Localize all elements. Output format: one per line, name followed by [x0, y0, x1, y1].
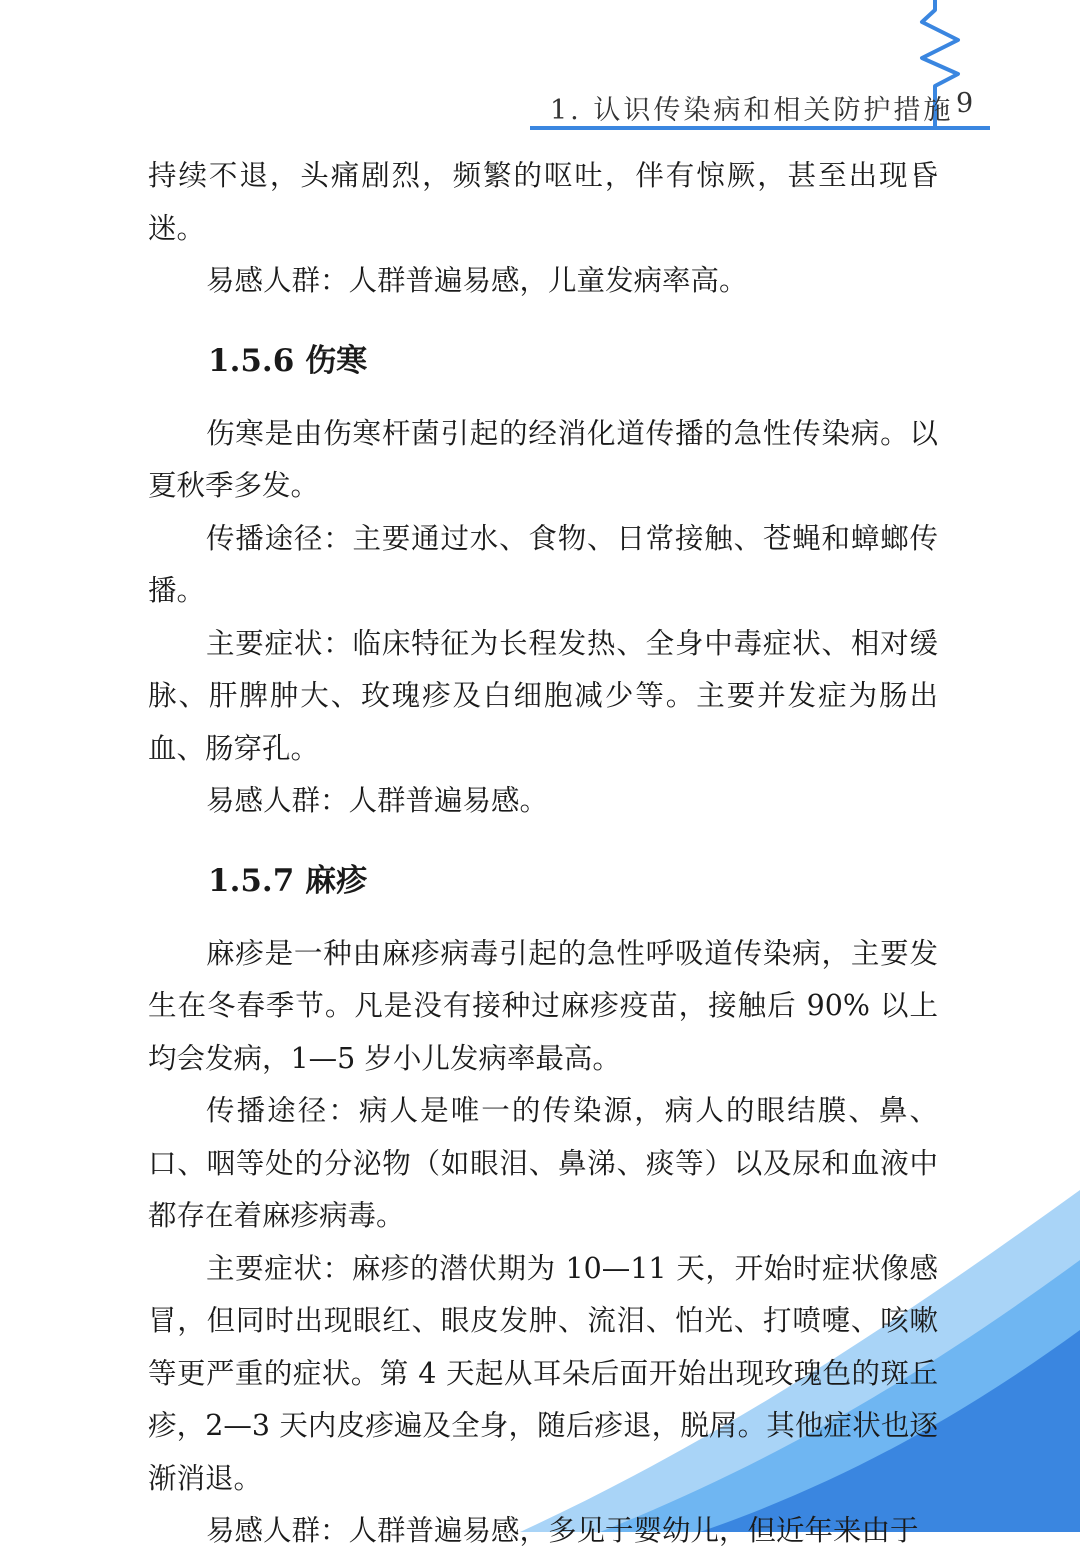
- paragraph: 易感人群：人群普遍易感，儿童发病率高。: [206, 264, 748, 297]
- paragraph: 易感人群：人群普遍易感。: [206, 784, 549, 817]
- paragraph: 主要症状：麻疹的潜伏期为 10—11 天，开始时症状像感冒，但同时出现眼红、眼皮发肿、流泪、怕光、打喷嚏、咳嗽等更严重的症状。第 4 天起从耳朵后面开始出现玫瑰色的斑丘疹，2—3 天内皮疹遍及全身，随后疹退，脱屑。其他症状也逐渐消退。: [148, 1251, 938, 1495]
- paragraph: 主要症状：临床特征为长程发热、全身中毒症状、相对缓脉、肝脾肿大、玫瑰疹及白细胞减少等。主要并发症为肠出血、肠穿孔。: [148, 626, 938, 765]
- paragraph: 持续不退，头痛剧烈，频繁的呕吐，伴有惊厥，甚至出现昏迷。: [148, 159, 938, 245]
- chapter-title: 1. 认识传染病和相关防护措施: [550, 95, 954, 126]
- paragraph: 易感人群：人群普遍易感，多见于婴幼儿，但近年来由于: [206, 1514, 919, 1547]
- section-heading: 1.5.6 伤寒: [208, 342, 368, 379]
- page-body: [148, 150, 938, 1558]
- paragraph: 传播途径：病人是唯一的传染源，病人的眼结膜、鼻、口、咽等处的分泌物（如眼泪、鼻涕、痰等）以及尿和血液中都存在着麻疹病毒。: [148, 1094, 938, 1232]
- section-heading: 1.5.7 麻疹: [208, 862, 368, 899]
- paragraph: 伤寒是由伤寒杆菌引起的经消化道传播的急性传染病。以夏秋季多发。: [148, 416, 938, 502]
- paragraph: 麻疹是一种由麻疹病毒引起的急性呼吸道传染病，主要发生在冬春季节。凡是没有接种过麻疹疫苗，接触后 90% 以上均会发病，1—5 岁小儿发病率最高。: [148, 936, 938, 1075]
- page-number: 9: [956, 88, 974, 119]
- paragraph: 传播途径：主要通过水、食物、日常接触、苍蝇和蟑螂传播。: [148, 521, 938, 607]
